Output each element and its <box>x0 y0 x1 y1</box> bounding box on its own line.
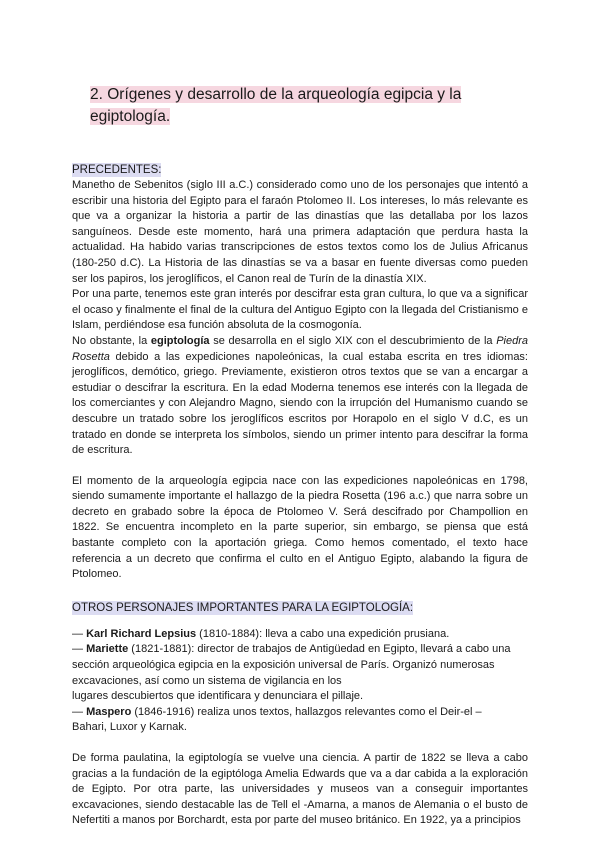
text-run: se desarrolla en el siglo XIX con el descubrimiento de la <box>209 334 497 347</box>
precedentes-heading <box>72 160 528 178</box>
otros-label: OTROS PERSONAJES IMPORTANTES PARA LA EGIPTOLOGÍA: <box>72 601 414 614</box>
document-title <box>90 84 528 128</box>
italic-term: Piedra Rosetta <box>72 334 528 363</box>
spacer <box>72 616 528 627</box>
dash: — <box>72 627 87 640</box>
person-name: Mariette <box>86 643 129 656</box>
title-text: 2. Orígenes y desarrollo de la arqueología egipcia y la egiptología. <box>90 86 462 125</box>
paragraph-arqueologia: El momento de la arqueología egipcia nace con las expediciones napoleónicas en 1798, siendo sumamente importante el hallazgo de la piedra Rosetta (196 a.c.) que narra sobre un decreto en grabado sobre la época de Ptolomeo V. Será descifrado por Champollion en 1822. Se encuentra incompleto en la parte superior, sin embargo, se piensa que está bastante completo con la aportación griega. Como hemos comentado, el texto hace referencia a un decreto que confirma el culto en el Antiguo Egipto, alabando la figura de Ptolomeo. <box>72 474 528 581</box>
text-run: (1821-1881): director de trabajos de Antigüedad en Egipto, llevará a cabo una sección arqueológica egipcia en la exposición universal de París. Organizó numerosas excavaciones, así como un sistema de vigilancia en los <box>72 643 511 687</box>
document-page <box>72 84 528 829</box>
list-item-mariette-cont: lugares descubiertos que identificara y denunciara el pillaje. <box>72 690 364 703</box>
list-item-lepsius <box>72 627 528 643</box>
dash: — <box>72 643 87 656</box>
paragraph-egiptologia <box>72 334 528 459</box>
list-item-mariette <box>72 642 528 689</box>
list-item-maspero <box>72 705 528 721</box>
text-run: No obstante, la <box>72 334 151 347</box>
list-item-maspero-cont: Bahari, Luxor y Karnak. <box>72 721 187 734</box>
text-run: debido a las expediciones napoleónicas, la cual estaba escrita en tres idiomas: jeroglíficos, demótico, griego. Previamente, existieron otros textos que se van a encargar a estudiar o descifrar la escritura. En la edad Moderna tenemos ese interés con la llegada de los comerciantes y con Alejandro Magno, siendo con la irrupción del Humanismo cuando se descubre un tratado sobre los jeroglíficos escritos por Horapolo en el siglo V d.C, es un tratado en donde se interpreta los símbolos, siendo un primer intento para descifrar la forma de escritura. <box>72 350 528 457</box>
otros-heading <box>72 598 528 616</box>
paragraph-interes: Por una parte, tenemos este gran interés por descifrar esta gran cultura, lo que va a significar el ocaso y finalmente el final de la cultura del Antiguo Egipto con la llegada del Cristianismo e Islam, perdiéndose esa función absoluta de la cosmogonía. <box>72 288 528 332</box>
person-name: Maspero <box>86 705 132 718</box>
spacer <box>72 736 528 751</box>
precedentes-label: PRECEDENTES: <box>72 164 162 176</box>
spacer <box>72 459 528 474</box>
person-name: Karl Richard Lepsius <box>86 627 197 640</box>
paragraph-manetho: Manetho de Sebenitos (siglo III a.C.) considerado como uno de los personajes que intentó a escribir una historia del Egipto para el faraón Ptolomeo II. Los intereses, lo más relevante es que va a organizar la historia a partir de las dinastías que las detallaba por los lazos sanguíneos. Desde este momento, hará una primera adaptación que perdura hasta la actualidad. Ha habido varias transcripciones de estos textos como los de Julius Africanus (180-250 d.C). La Historia de las dinastías se va a basar en fuente diversas como pueden ser los papiros, los jeroglíficos, el Canon real de Turín de la dinastía XIX. <box>72 179 528 285</box>
dash: — <box>72 705 87 718</box>
bold-term: egiptología <box>150 334 210 347</box>
spacer <box>72 583 528 598</box>
text-run: (1846-1916) realiza unos textos, hallazgos relevantes como el Deir-el – <box>131 705 482 718</box>
text-run: (1810-1884): lleva a cabo una expedición prusiana. <box>196 627 450 640</box>
paragraph-ciencia: De forma paulatina, la egiptología se vuelve una ciencia. A partir de 1822 se lleva a cabo gracias a la fundación de la egiptóloga Amelia Edwards que va a dar cabida a la exploración de Egipto. Por otra parte, las universidades y museos van a conseguir importantes excavaciones, siendo destacable las de Tell el -Amarna, a manos de Alemania o el busto de Nefertiti a manos por Borchardt, esta por parte del museo británico. En 1922, ya a principios <box>72 752 528 827</box>
